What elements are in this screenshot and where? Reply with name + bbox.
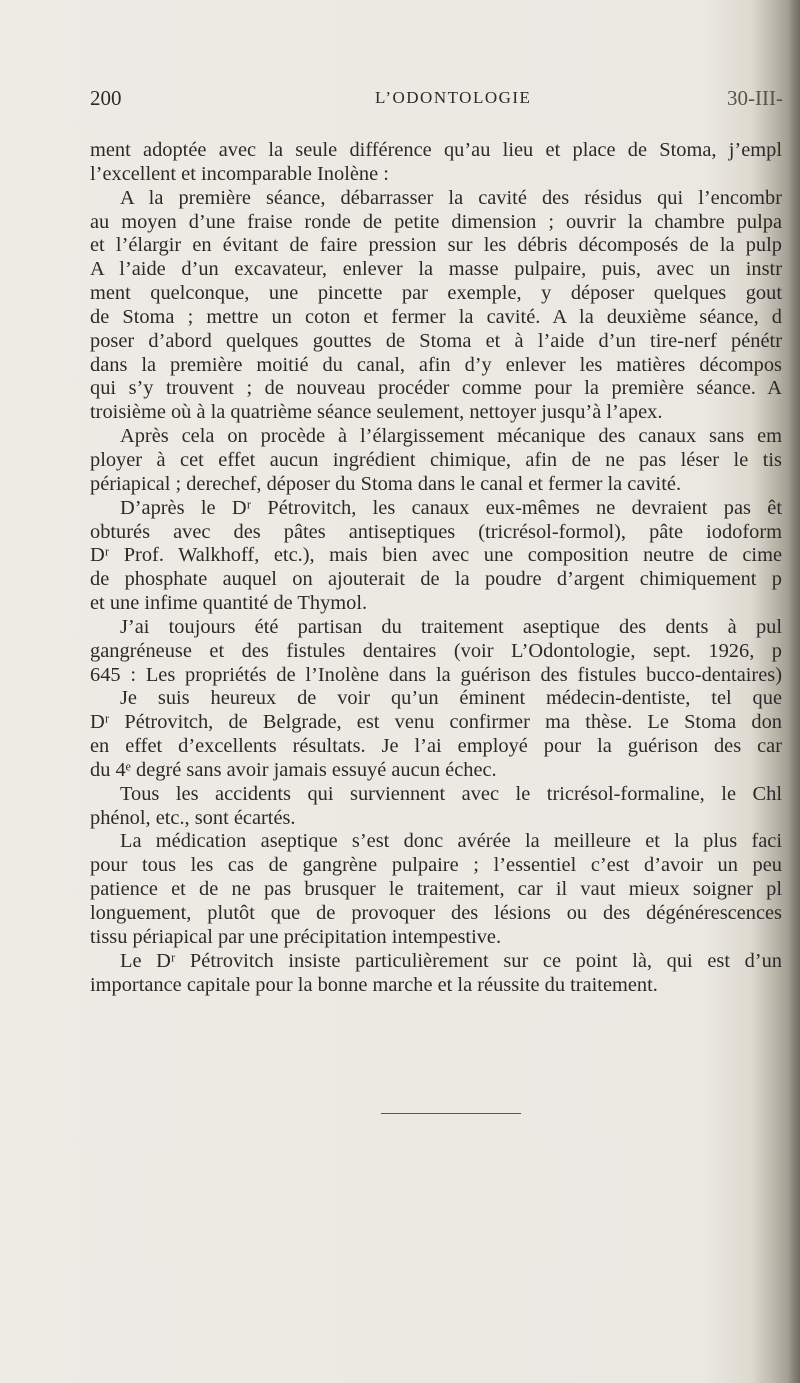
text-line: D’après le Dʳ Pétrovitch, les canaux eux-mêmes ne devraient pas êt: [120, 496, 782, 519]
issue-date: 30-III-: [727, 86, 783, 110]
text-line: poser d’abord quelques gouttes de Stoma et à l’aide d’un tire-nerf pénétr: [90, 329, 782, 352]
text-line: pour tous les cas de gangrène pulpaire ; l’essentiel c’est d’avoir un peu: [90, 854, 782, 877]
text-line: A la première séance, débarrasser la cavité des résidus qui l’encombr: [120, 186, 782, 209]
text-line: Dʳ Pétrovitch, de Belgrade, est venu confirmer ma thèse. Le Stoma don: [90, 711, 782, 734]
section-divider: [381, 1113, 521, 1114]
text-line: dans la première moitié du canal, afin d’y enlever les matières décompos: [90, 353, 782, 376]
text-line: et l’élargir en évitant de faire pression sur les débris décomposés de la pulp: [90, 234, 782, 257]
text-line: l’excellent et incomparable Inolène :: [90, 162, 389, 185]
text-line: gangréneuse et des fistules dentaires (voir L’Odontologie, sept. 1926, p: [90, 639, 782, 662]
running-head: L’ODONTOLOGIE: [375, 88, 532, 107]
text-line: ment adoptée avec la seule différence qu’au lieu et place de Stoma, j’empl: [90, 139, 782, 161]
page-header: [90, 86, 790, 116]
text-line: troisième où à la quatrième séance seulement, nettoyer jusqu’à l’apex.: [90, 401, 663, 424]
text-line: ployer à cet effet aucun ingrédient chimique, afin de ne pas léser le tis: [90, 448, 782, 471]
page-spine-shadow: [788, 0, 800, 1383]
text-line: de Stoma ; mettre un coton et fermer la cavité. A la deuxième séance, d: [90, 305, 782, 328]
text-line: J’ai toujours été partisan du traitement aseptique des dents à pul: [120, 615, 782, 638]
text-line: patience et de ne pas brusquer le traitement, car il vaut mieux soigner pl: [90, 878, 782, 901]
text-line: A l’aide d’un excavateur, enlever la masse pulpaire, puis, avec un instr: [90, 258, 782, 281]
text-line: Le Dʳ Pétrovitch insiste particulièrement sur ce point là, qui est d’un: [120, 949, 782, 972]
text-line: tissu périapical par une précipitation intempestive.: [90, 925, 502, 948]
page-number: 200: [90, 86, 122, 110]
text-line: phénol, etc., sont écartés.: [90, 806, 296, 829]
article-body: [90, 139, 782, 997]
text-line: périapical ; derechef, déposer du Stoma dans le canal et fermer la cavité.: [90, 472, 682, 495]
text-line: longuement, plutôt que de provoquer des lésions ou des dégénérescences: [90, 902, 782, 924]
text-line: et une infime quantité de Thymol.: [90, 592, 368, 615]
text-line: La médication aseptique s’est donc avérée la meilleure et la plus faci: [120, 830, 782, 853]
text-line: Dʳ Prof. Walkhoff, etc.), mais bien avec une composition neutre de cime: [90, 544, 782, 567]
text-line: de phosphate auquel on ajouterait de la poudre d’argent chimiquement p: [90, 568, 782, 591]
text-line: ment quelconque, une pincette par exemple, y déposer quelques gout: [90, 282, 782, 305]
text-line: en effet d’excellents résultats. Je l’ai employé pour la guérison des car: [90, 735, 782, 758]
text-line: 645 : Les propriétés de l’Inolène dans la guérison des fistules bucco-dentaires): [90, 663, 782, 686]
text-line: Après cela on procède à l’élargissement mécanique des canaux sans em: [120, 425, 782, 448]
text-line: Tous les accidents qui surviennent avec le tricrésol-formaline, le Chl: [120, 782, 782, 805]
text-line: du 4ᵉ degré sans avoir jamais essuyé aucun échec.: [90, 758, 497, 781]
text-line: Je suis heureux de voir qu’un éminent médecin-dentiste, tel que: [120, 687, 782, 710]
text-line: qui s’y trouvent ; de nouveau procéder comme pour la première séance. A: [90, 377, 782, 400]
text-line: obturés avec des pâtes antiseptiques (tricrésol-formol), pâte iodoform: [90, 520, 782, 543]
text-line: importance capitale pour la bonne marche et la réussite du traitement.: [90, 973, 658, 996]
text-line: au moyen d’une fraise ronde de petite dimension ; ouvrir la chambre pulpa: [90, 210, 782, 233]
